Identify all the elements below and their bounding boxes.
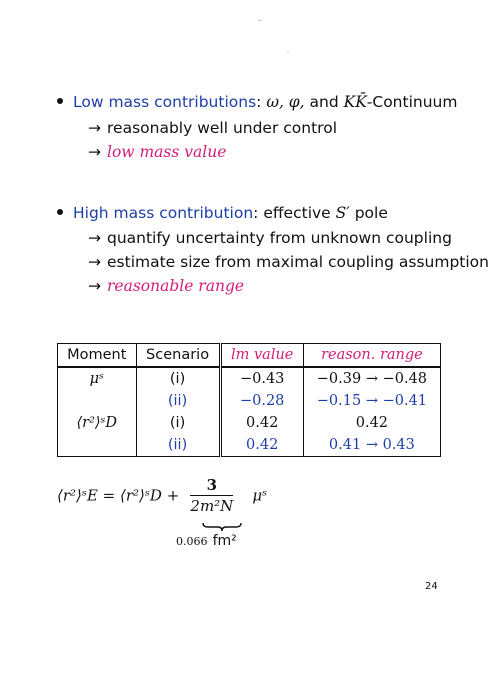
results-table — [57, 343, 441, 457]
bullet-low-mass: Low mass contributions: ω, φ, and KK̄-Continuum — [57, 93, 457, 111]
bullet-label: Low mass contributions — [73, 93, 257, 111]
table-row: (ii) −0.28 −0.15 → −0.41 — [58, 390, 441, 412]
table-row: (ii) 0.42 0.41 → 0.43 — [58, 434, 441, 457]
bullet-label: High mass contribution — [73, 204, 254, 222]
col-header-lm-value: lm value — [220, 344, 303, 368]
bullet-high-mass-line3: → reasonable range — [88, 277, 245, 295]
arrow-icon: → — [88, 119, 101, 137]
speck — [258, 20, 261, 21]
page-number: 24 — [425, 581, 438, 592]
table-header-row — [58, 344, 441, 368]
bullet-low-mass-line2: → low mass value — [88, 143, 227, 161]
arrow-icon: → — [88, 229, 101, 247]
col-header-range: reason. range — [303, 344, 440, 368]
bullet-high-mass-line2: → estimate size from maximal coupling assumption — [88, 253, 489, 271]
bullet-dot — [57, 98, 63, 104]
bullet-low-mass-line1: → reasonably well under control — [88, 119, 337, 137]
col-header-scenario: Scenario — [136, 344, 220, 368]
bullet-high-mass: High mass contribution: effective S′ pole — [57, 204, 388, 222]
formula-fraction: $\frac{3}{\text{2m²N}}$ — [190, 476, 234, 515]
speck — [287, 52, 289, 53]
arrow-icon: → — [88, 253, 101, 271]
bullet-dot — [57, 209, 63, 215]
col-header-moment: Moment — [58, 344, 137, 368]
formula-mu: μˢ — [252, 486, 268, 505]
formula — [57, 476, 267, 515]
formula-lhs: ⟨r²⟩ˢE = ⟨r²⟩ˢD + — [57, 486, 180, 505]
bullet-high-mass-line1: → quantify uncertainty from unknown coupling — [88, 229, 452, 247]
arrow-icon: → — [88, 143, 101, 161]
arrow-icon: → — [88, 277, 101, 295]
table-row: ⟨r²⟩ˢD (i) 0.42 0.42 — [58, 412, 441, 434]
underbrace-label: 0.066 fm² — [176, 533, 237, 549]
table-row: μˢ (i) −0.43 −0.39 → −0.48 — [58, 367, 441, 390]
